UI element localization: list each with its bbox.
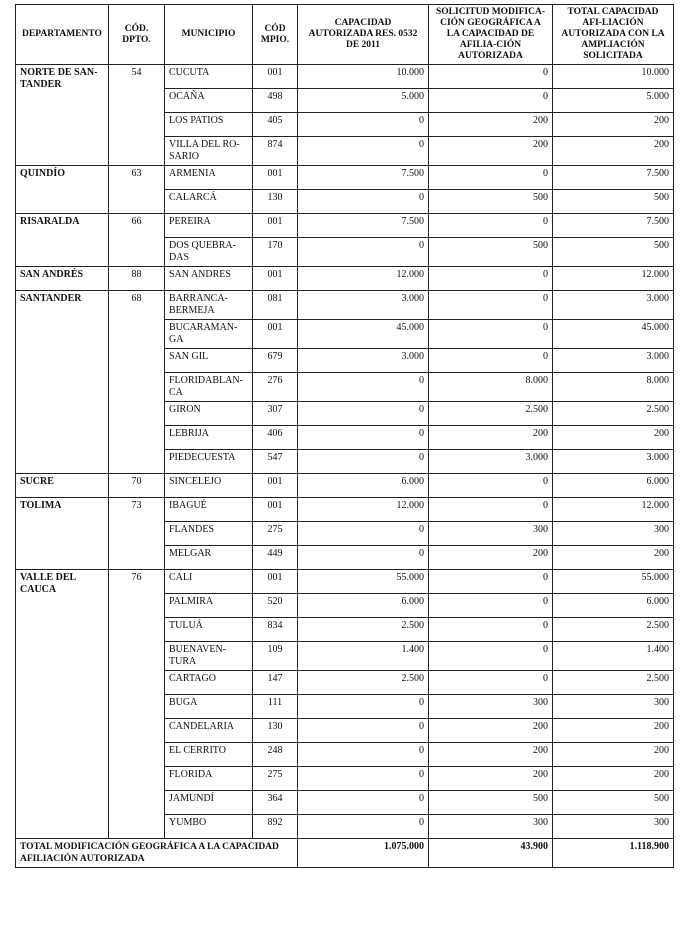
total-value: 200 bbox=[553, 426, 674, 450]
capacity-value: 0 bbox=[298, 450, 429, 474]
capacity-value: 12.000 bbox=[298, 267, 429, 291]
request-value: 0 bbox=[429, 671, 553, 695]
municipality-code: 892 bbox=[253, 815, 298, 839]
municipality-code: 520 bbox=[253, 594, 298, 618]
request-value: 0 bbox=[429, 642, 553, 671]
capacity-value: 0 bbox=[298, 238, 429, 267]
department-code: 88 bbox=[109, 267, 165, 291]
municipality-name: EL CERRITO bbox=[165, 743, 253, 767]
request-value: 0 bbox=[429, 320, 553, 349]
capacity-value: 55.000 bbox=[298, 570, 429, 594]
capacity-value: 7.500 bbox=[298, 214, 429, 238]
header-cod-mpio: CÓD MPIO. bbox=[253, 5, 298, 65]
municipality-name: FLORIDABLAN-CA bbox=[165, 373, 253, 402]
capacity-value: 0 bbox=[298, 767, 429, 791]
municipality-code: 001 bbox=[253, 65, 298, 89]
municipality-name: CARTAGO bbox=[165, 671, 253, 695]
request-value: 8.000 bbox=[429, 373, 553, 402]
request-value: 0 bbox=[429, 89, 553, 113]
municipality-name: LOS PATIOS bbox=[165, 113, 253, 137]
department-name: VALLE DEL CAUCA bbox=[16, 570, 109, 839]
capacity-value: 0 bbox=[298, 719, 429, 743]
request-value: 0 bbox=[429, 267, 553, 291]
total-value: 8.000 bbox=[553, 373, 674, 402]
municipality-code: 307 bbox=[253, 402, 298, 426]
total-value: 3.000 bbox=[553, 349, 674, 373]
municipality-name: CUCUTA bbox=[165, 65, 253, 89]
municipality-code: 147 bbox=[253, 671, 298, 695]
capacity-value: 7.500 bbox=[298, 166, 429, 190]
municipality-name: PIEDECUESTA bbox=[165, 450, 253, 474]
municipality-code: 109 bbox=[253, 642, 298, 671]
municipality-name: MELGAR bbox=[165, 546, 253, 570]
request-value: 300 bbox=[429, 815, 553, 839]
municipality-name: GIRON bbox=[165, 402, 253, 426]
municipality-code: 001 bbox=[253, 267, 298, 291]
department-code: 54 bbox=[109, 65, 165, 166]
total-value: 500 bbox=[553, 791, 674, 815]
capacity-value: 0 bbox=[298, 815, 429, 839]
municipality-name: SINCELEJO bbox=[165, 474, 253, 498]
total-value: 6.000 bbox=[553, 474, 674, 498]
municipality-code: 001 bbox=[253, 214, 298, 238]
total-value: 200 bbox=[553, 767, 674, 791]
municipality-code: 130 bbox=[253, 190, 298, 214]
municipality-code: 001 bbox=[253, 166, 298, 190]
total-value: 1.400 bbox=[553, 642, 674, 671]
header-row bbox=[16, 5, 674, 65]
department-name: RISARALDA bbox=[16, 214, 109, 267]
table-row bbox=[16, 214, 674, 238]
total-value: 7.500 bbox=[553, 214, 674, 238]
total-value: 200 bbox=[553, 743, 674, 767]
capacity-value: 6.000 bbox=[298, 594, 429, 618]
capacity-value: 0 bbox=[298, 402, 429, 426]
municipality-code: 405 bbox=[253, 113, 298, 137]
municipality-name: CALARCÁ bbox=[165, 190, 253, 214]
department-code: 70 bbox=[109, 474, 165, 498]
header-capacidad: CAPACIDAD AUTORIZADA RES. 0532 DE 2011 bbox=[298, 5, 429, 65]
department-name: SAN ANDRÉS bbox=[16, 267, 109, 291]
total-value: 3.000 bbox=[553, 291, 674, 320]
totals-total: 1.118.900 bbox=[553, 839, 674, 868]
capacity-value: 0 bbox=[298, 546, 429, 570]
municipality-code: 081 bbox=[253, 291, 298, 320]
request-value: 200 bbox=[429, 426, 553, 450]
capacity-value: 0 bbox=[298, 426, 429, 450]
total-value: 45.000 bbox=[553, 320, 674, 349]
request-value: 200 bbox=[429, 137, 553, 166]
total-value: 6.000 bbox=[553, 594, 674, 618]
total-value: 2.500 bbox=[553, 618, 674, 642]
municipality-name: FLORIDA bbox=[165, 767, 253, 791]
municipality-name: PALMIRA bbox=[165, 594, 253, 618]
total-value: 12.000 bbox=[553, 267, 674, 291]
municipality-name: IBAGUÉ bbox=[165, 498, 253, 522]
total-value: 300 bbox=[553, 695, 674, 719]
municipality-code: 679 bbox=[253, 349, 298, 373]
capacity-value: 6.000 bbox=[298, 474, 429, 498]
department-name: SUCRE bbox=[16, 474, 109, 498]
header-total: TOTAL CAPACIDAD AFI-LIACIÓN AUTORIZADA CON LA AMPLIACIÓN SOLICITADA bbox=[553, 5, 674, 65]
municipality-code: 406 bbox=[253, 426, 298, 450]
table-row bbox=[16, 166, 674, 190]
municipality-name: CALI bbox=[165, 570, 253, 594]
request-value: 0 bbox=[429, 166, 553, 190]
department-name: QUINDÍO bbox=[16, 166, 109, 214]
municipality-code: 276 bbox=[253, 373, 298, 402]
table-row bbox=[16, 267, 674, 291]
total-value: 10.000 bbox=[553, 65, 674, 89]
total-value: 5.000 bbox=[553, 89, 674, 113]
table-body bbox=[16, 65, 674, 839]
totals-label: TOTAL MODIFICACIÓN GEOGRÁFICA A LA CAPACIDAD AFILIACIÓN AUTORIZADA bbox=[16, 839, 298, 868]
municipality-code: 449 bbox=[253, 546, 298, 570]
request-value: 3.000 bbox=[429, 450, 553, 474]
municipality-name: YUMBO bbox=[165, 815, 253, 839]
capacity-value: 3.000 bbox=[298, 291, 429, 320]
request-value: 2.500 bbox=[429, 402, 553, 426]
municipality-code: 874 bbox=[253, 137, 298, 166]
capacity-value: 0 bbox=[298, 791, 429, 815]
total-value: 3.000 bbox=[553, 450, 674, 474]
department-code: 63 bbox=[109, 166, 165, 214]
capacity-value: 0 bbox=[298, 113, 429, 137]
department-code: 66 bbox=[109, 214, 165, 267]
capacity-value: 10.000 bbox=[298, 65, 429, 89]
totals-row bbox=[16, 839, 674, 868]
totals-capacidad: 1.075.000 bbox=[298, 839, 429, 868]
municipality-name: BUENAVEN-TURA bbox=[165, 642, 253, 671]
capacity-value: 0 bbox=[298, 137, 429, 166]
header-cod-dpto: CÓD. DPTO. bbox=[109, 5, 165, 65]
total-value: 300 bbox=[553, 522, 674, 546]
capacity-value: 12.000 bbox=[298, 498, 429, 522]
capacity-value: 45.000 bbox=[298, 320, 429, 349]
department-name: TOLIMA bbox=[16, 498, 109, 570]
header-municipio: MUNICIPIO bbox=[165, 5, 253, 65]
municipality-name: BUGA bbox=[165, 695, 253, 719]
municipality-name: VILLA DEL RO-SARIO bbox=[165, 137, 253, 166]
department-code: 76 bbox=[109, 570, 165, 839]
department-code: 73 bbox=[109, 498, 165, 570]
municipality-code: 275 bbox=[253, 767, 298, 791]
municipality-code: 170 bbox=[253, 238, 298, 267]
total-value: 55.000 bbox=[553, 570, 674, 594]
capacity-table bbox=[15, 4, 674, 868]
municipality-name: DOS QUEBRA-DAS bbox=[165, 238, 253, 267]
total-value: 500 bbox=[553, 238, 674, 267]
capacity-value: 2.500 bbox=[298, 618, 429, 642]
total-value: 200 bbox=[553, 719, 674, 743]
request-value: 200 bbox=[429, 767, 553, 791]
municipality-code: 248 bbox=[253, 743, 298, 767]
request-value: 500 bbox=[429, 238, 553, 267]
total-value: 7.500 bbox=[553, 166, 674, 190]
total-value: 12.000 bbox=[553, 498, 674, 522]
table-row bbox=[16, 498, 674, 522]
request-value: 0 bbox=[429, 618, 553, 642]
table-row bbox=[16, 291, 674, 320]
table-row bbox=[16, 65, 674, 89]
municipality-name: CANDELARIA bbox=[165, 719, 253, 743]
total-value: 300 bbox=[553, 815, 674, 839]
municipality-name: JAMUNDÍ bbox=[165, 791, 253, 815]
municipality-code: 001 bbox=[253, 320, 298, 349]
request-value: 300 bbox=[429, 695, 553, 719]
request-value: 0 bbox=[429, 214, 553, 238]
capacity-value: 0 bbox=[298, 522, 429, 546]
municipality-code: 275 bbox=[253, 522, 298, 546]
municipality-code: 001 bbox=[253, 570, 298, 594]
capacity-value: 1.400 bbox=[298, 642, 429, 671]
municipality-code: 001 bbox=[253, 498, 298, 522]
request-value: 200 bbox=[429, 113, 553, 137]
capacity-value: 2.500 bbox=[298, 671, 429, 695]
request-value: 500 bbox=[429, 190, 553, 214]
capacity-value: 0 bbox=[298, 190, 429, 214]
municipality-name: SAN ANDRES bbox=[165, 267, 253, 291]
request-value: 0 bbox=[429, 349, 553, 373]
municipality-code: 498 bbox=[253, 89, 298, 113]
header-departamento: DEPARTAMENTO bbox=[16, 5, 109, 65]
municipality-code: 547 bbox=[253, 450, 298, 474]
table-row bbox=[16, 570, 674, 594]
department-name: NORTE DE SAN-TANDER bbox=[16, 65, 109, 166]
municipality-code: 364 bbox=[253, 791, 298, 815]
request-value: 200 bbox=[429, 719, 553, 743]
municipality-name: SAN GIL bbox=[165, 349, 253, 373]
municipality-name: ARMENIA bbox=[165, 166, 253, 190]
municipality-name: PEREIRA bbox=[165, 214, 253, 238]
request-value: 300 bbox=[429, 522, 553, 546]
municipality-code: 130 bbox=[253, 719, 298, 743]
capacity-value: 0 bbox=[298, 695, 429, 719]
request-value: 0 bbox=[429, 594, 553, 618]
capacity-value: 3.000 bbox=[298, 349, 429, 373]
header-solicitud: SOLICITUD MODIFICA-CIÓN GEOGRÁFICA A LA CAPACIDAD DE AFILIA-CIÓN AUTORIZADA bbox=[429, 5, 553, 65]
totals-solicitud: 43.900 bbox=[429, 839, 553, 868]
municipality-code: 001 bbox=[253, 474, 298, 498]
total-value: 2.500 bbox=[553, 671, 674, 695]
municipality-code: 111 bbox=[253, 695, 298, 719]
municipality-name: OCAÑA bbox=[165, 89, 253, 113]
municipality-name: FLANDES bbox=[165, 522, 253, 546]
municipality-name: BUCARAMAN-GA bbox=[165, 320, 253, 349]
municipality-name: LEBRIJA bbox=[165, 426, 253, 450]
total-value: 500 bbox=[553, 190, 674, 214]
total-value: 200 bbox=[553, 546, 674, 570]
capacity-value: 5.000 bbox=[298, 89, 429, 113]
request-value: 0 bbox=[429, 570, 553, 594]
request-value: 200 bbox=[429, 546, 553, 570]
total-value: 200 bbox=[553, 113, 674, 137]
request-value: 500 bbox=[429, 791, 553, 815]
municipality-code: 834 bbox=[253, 618, 298, 642]
municipality-name: BARRANCA-BERMEJA bbox=[165, 291, 253, 320]
total-value: 200 bbox=[553, 137, 674, 166]
capacity-value: 0 bbox=[298, 373, 429, 402]
request-value: 0 bbox=[429, 65, 553, 89]
request-value: 0 bbox=[429, 474, 553, 498]
request-value: 0 bbox=[429, 291, 553, 320]
total-value: 2.500 bbox=[553, 402, 674, 426]
department-code: 68 bbox=[109, 291, 165, 474]
municipality-name: TULUÁ bbox=[165, 618, 253, 642]
table-row bbox=[16, 474, 674, 498]
capacity-value: 0 bbox=[298, 743, 429, 767]
request-value: 0 bbox=[429, 498, 553, 522]
department-name: SANTANDER bbox=[16, 291, 109, 474]
request-value: 200 bbox=[429, 743, 553, 767]
